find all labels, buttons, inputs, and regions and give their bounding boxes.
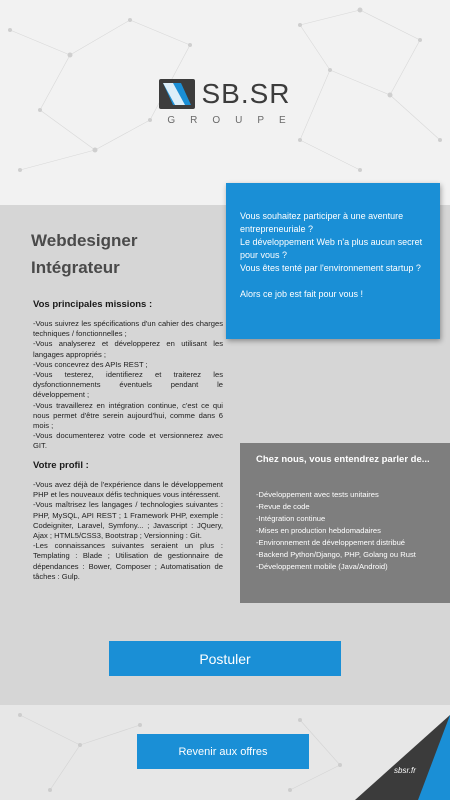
missions-list: [33, 319, 223, 452]
list-item: -Revue de code: [256, 502, 310, 511]
intro-line: Alors ce job est fait pour vous !: [240, 289, 364, 299]
list-item: -Vous documenterez votre code et versionnerez avec GIT.: [33, 431, 223, 451]
header: [0, 0, 450, 205]
logo-mark-icon: [159, 79, 195, 109]
missions-heading: Vos principales missions :: [33, 299, 153, 310]
list-item: -Vous maîtrisez les langages / technologies suivantes : PHP, MySQL, API REST ; 1 Framework PHP, exemple : Codeigniter, Laravel, Symfony... ; Javascript : JQuery, Ajax ; HTML5/CSS3, Bootstrap ; Versionning : Git.: [33, 500, 223, 541]
list-item: -Backend Python/Django, PHP, Golang ou Rust: [256, 550, 416, 559]
brand-name: SB.SR: [201, 78, 291, 109]
list-item: -Intégration continue: [256, 514, 326, 523]
intro-line: Vous souhaitez participer à une aventure entrepreneuriale ?: [240, 211, 404, 234]
intro-line: Vous êtes tenté par l'environnement startup ?: [240, 263, 421, 273]
site-link[interactable]: sbsr.fr: [394, 766, 416, 775]
list-item: -Vous analyserez et développerez en utilisant les langages appropriés ;: [33, 339, 223, 359]
intro-line: Le développement Web n'a plus aucun secret pour vous ?: [240, 237, 423, 260]
list-item: -Mises en production hebdomadaires: [256, 526, 381, 535]
list-item: -Développement avec tests unitaires: [256, 490, 379, 499]
company-logo: [0, 78, 450, 126]
list-item: -Vous suivrez les spécifications d'un cahier des charges techniques / fonctionnelles ;: [33, 319, 223, 339]
job-title-line: Intégrateur: [31, 258, 120, 277]
brand-subtitle: GROUPE: [167, 115, 301, 126]
back-to-offers-button[interactable]: Revenir aux offres: [137, 734, 309, 769]
job-title-line: Webdesigner: [31, 231, 138, 250]
apply-button[interactable]: Postuler: [109, 641, 341, 676]
list-item: -Vous concevrez des APIs REST ;: [33, 359, 148, 369]
profile-list: [33, 480, 223, 582]
stack-heading: Chez nous, vous entendrez parler de...: [256, 454, 430, 465]
list-item: -Développement mobile (Java/Android): [256, 562, 388, 571]
list-item: -Les connaissances suivantes seraient un plus : Templating : Blade ; Utilisation de gestionnaire de dépendances : Bower, Composer ; Automatisation de tâches : Gulp.: [33, 541, 223, 581]
list-item: -Vous travaillerez en intégration continue, c'est ce qui nous permet d'être serein aujourd'hui, comme dans 6 mois ;: [33, 400, 223, 431]
profile-heading: Votre profil :: [33, 460, 89, 471]
stack-list: [256, 489, 446, 573]
stack-panel: [240, 443, 450, 603]
job-title: [31, 227, 137, 281]
list-item: -Vous testerez, identifierez et traiterez les dysfonctionnements éventuels pendant le développement ;: [33, 370, 223, 400]
list-item: -Vous avez déjà de l'expérience dans le développement PHP et les nouveaux défis techniques vous intéressent.: [33, 480, 223, 500]
intro-text: [240, 210, 430, 301]
list-item: -Environnement de développement distribué: [256, 538, 406, 547]
